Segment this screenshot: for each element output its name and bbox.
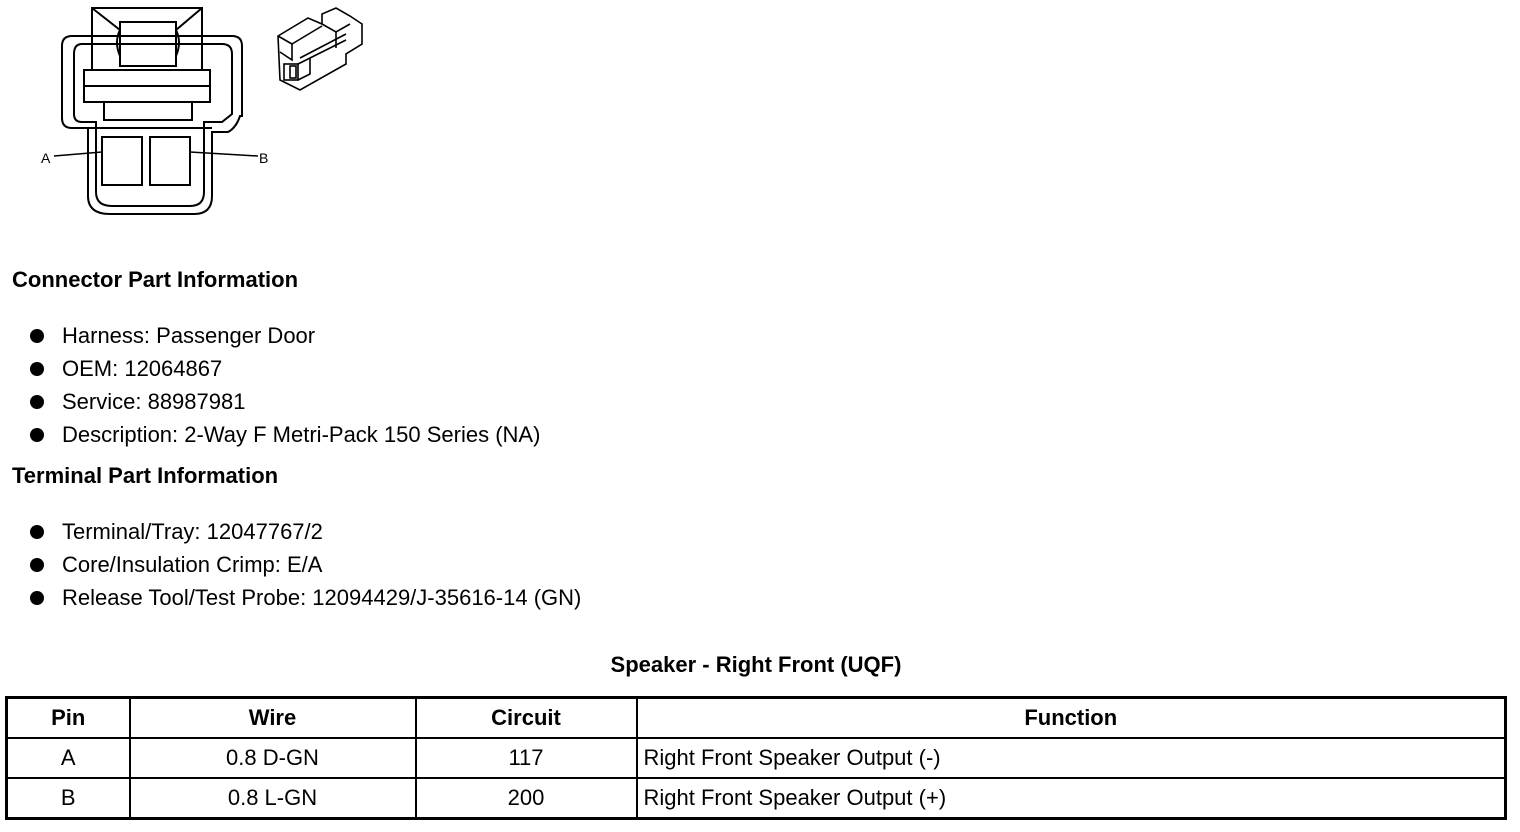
bullet-icon xyxy=(30,329,44,343)
cell-pin: B xyxy=(7,778,130,819)
connector-isometric-view xyxy=(278,8,362,90)
bullet-icon xyxy=(30,395,44,409)
oem-text: OEM: 12064867 xyxy=(62,356,223,381)
table-header-row xyxy=(7,698,1506,739)
header-function: Function xyxy=(637,698,1506,739)
bullet-icon xyxy=(30,362,44,376)
cell-function: Right Front Speaker Output (-) xyxy=(637,738,1506,778)
service-text: Service: 88987981 xyxy=(62,389,246,414)
pin-table xyxy=(5,696,1507,820)
header-circuit: Circuit xyxy=(416,698,637,739)
release-tool-text: Release Tool/Test Probe: 12094429/J-35616-14 (GN) xyxy=(62,585,582,610)
connector-part-info-heading: Connector Part Information xyxy=(12,267,299,292)
bullet-icon xyxy=(30,428,44,442)
cell-wire: 0.8 D-GN xyxy=(130,738,416,778)
table-title: Speaker - Right Front (UQF) xyxy=(610,652,902,677)
cell-pin: A xyxy=(7,738,130,778)
bullet-icon xyxy=(30,525,44,539)
terminal-tray-text: Terminal/Tray: 12047767/2 xyxy=(62,519,323,544)
description-text: Description: 2-Way F Metri-Pack 150 Series (NA) xyxy=(62,422,541,447)
header-wire: Wire xyxy=(130,698,416,739)
crimp-text: Core/Insulation Crimp: E/A xyxy=(62,552,323,577)
connector-diagram xyxy=(0,0,400,230)
header-pin: Pin xyxy=(7,698,130,739)
bullet-icon xyxy=(30,558,44,572)
bullet-icon xyxy=(30,591,44,605)
harness-text: Harness: Passenger Door xyxy=(62,323,316,348)
pin-label-a: A xyxy=(41,150,51,166)
pin-label-b: B xyxy=(259,150,269,166)
terminal-part-info-heading: Terminal Part Information xyxy=(12,463,279,488)
cell-function: Right Front Speaker Output (+) xyxy=(637,778,1506,819)
table-row xyxy=(7,778,1506,819)
table-row xyxy=(7,738,1506,778)
connector-face-view xyxy=(54,8,258,214)
cell-circuit: 117 xyxy=(416,738,637,778)
cell-wire: 0.8 L-GN xyxy=(130,778,416,819)
cell-circuit: 200 xyxy=(416,778,637,819)
